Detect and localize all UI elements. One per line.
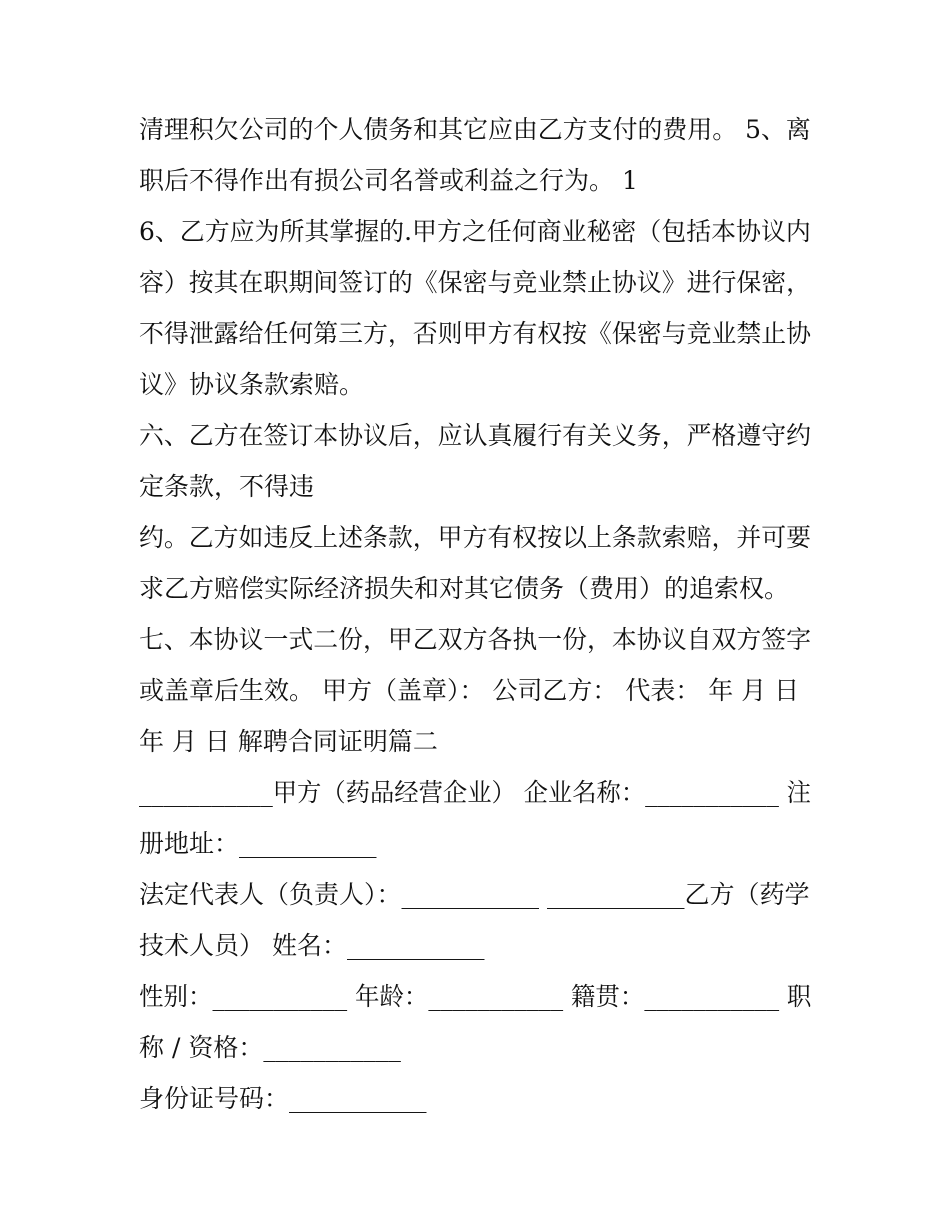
text-line-18: 性别：___________ 年龄：___________ 籍贯：___________ 职 — [139, 982, 812, 1011]
text-line-12: 或盖章后生效。 甲方（盖章）： 公司乙方： 代表： 年 月 日 — [139, 676, 800, 705]
text-line-1: 清理积欠公司的个人债务和其它应由乙方支付的费用。 5、离 — [139, 115, 811, 144]
text-line-3: 6、乙方应为所其掌握的.甲方之任何商业秘密（包括本协议内 — [139, 217, 811, 246]
text-line-7: 六、乙方在签订本协议后，应认真履行有关义务，严格遵守约 — [139, 421, 812, 450]
text-line-8: 定条款，不得违 — [139, 472, 315, 501]
text-line-16: 法定代表人（负责人）：___________ ___________乙方（药学 — [139, 880, 810, 909]
text-line-4: 容）按其在职期间签订的《保密与竞业禁止协议》进行保密， — [139, 268, 812, 297]
text-line-14: ___________甲方（药品经营企业） 企业名称：___________ 注 — [139, 778, 811, 807]
text-line-6: 议》协议条款索赔。 — [139, 370, 365, 399]
text-line-10: 求乙方赔偿实际经济损失和对其它债务（费用）的追索权。 — [139, 574, 790, 603]
text-line-15: 册地址：___________ — [139, 829, 377, 858]
text-line-13: 年 月 日 解聘合同证明篇二 — [139, 727, 438, 756]
text-line-17: 技术人员） 姓名：___________ — [139, 931, 485, 960]
text-line-20: 身份证号码：___________ — [139, 1084, 427, 1113]
text-line-2: 职后不得作出有损公司名誉或利益之行为。 1 — [139, 166, 638, 195]
text-line-5: 不得泄露给任何第三方，否则甲方有权按《保密与竞业禁止协 — [139, 319, 812, 348]
text-line-11: 七、本协议一式二份，甲乙双方各执一份，本协议自双方签字 — [139, 625, 812, 654]
text-line-19: 称 / 资格：___________ — [139, 1033, 401, 1062]
text-line-9: 约。乙方如违反上述条款，甲方有权按以上条款索赔，并可要 — [139, 523, 812, 552]
